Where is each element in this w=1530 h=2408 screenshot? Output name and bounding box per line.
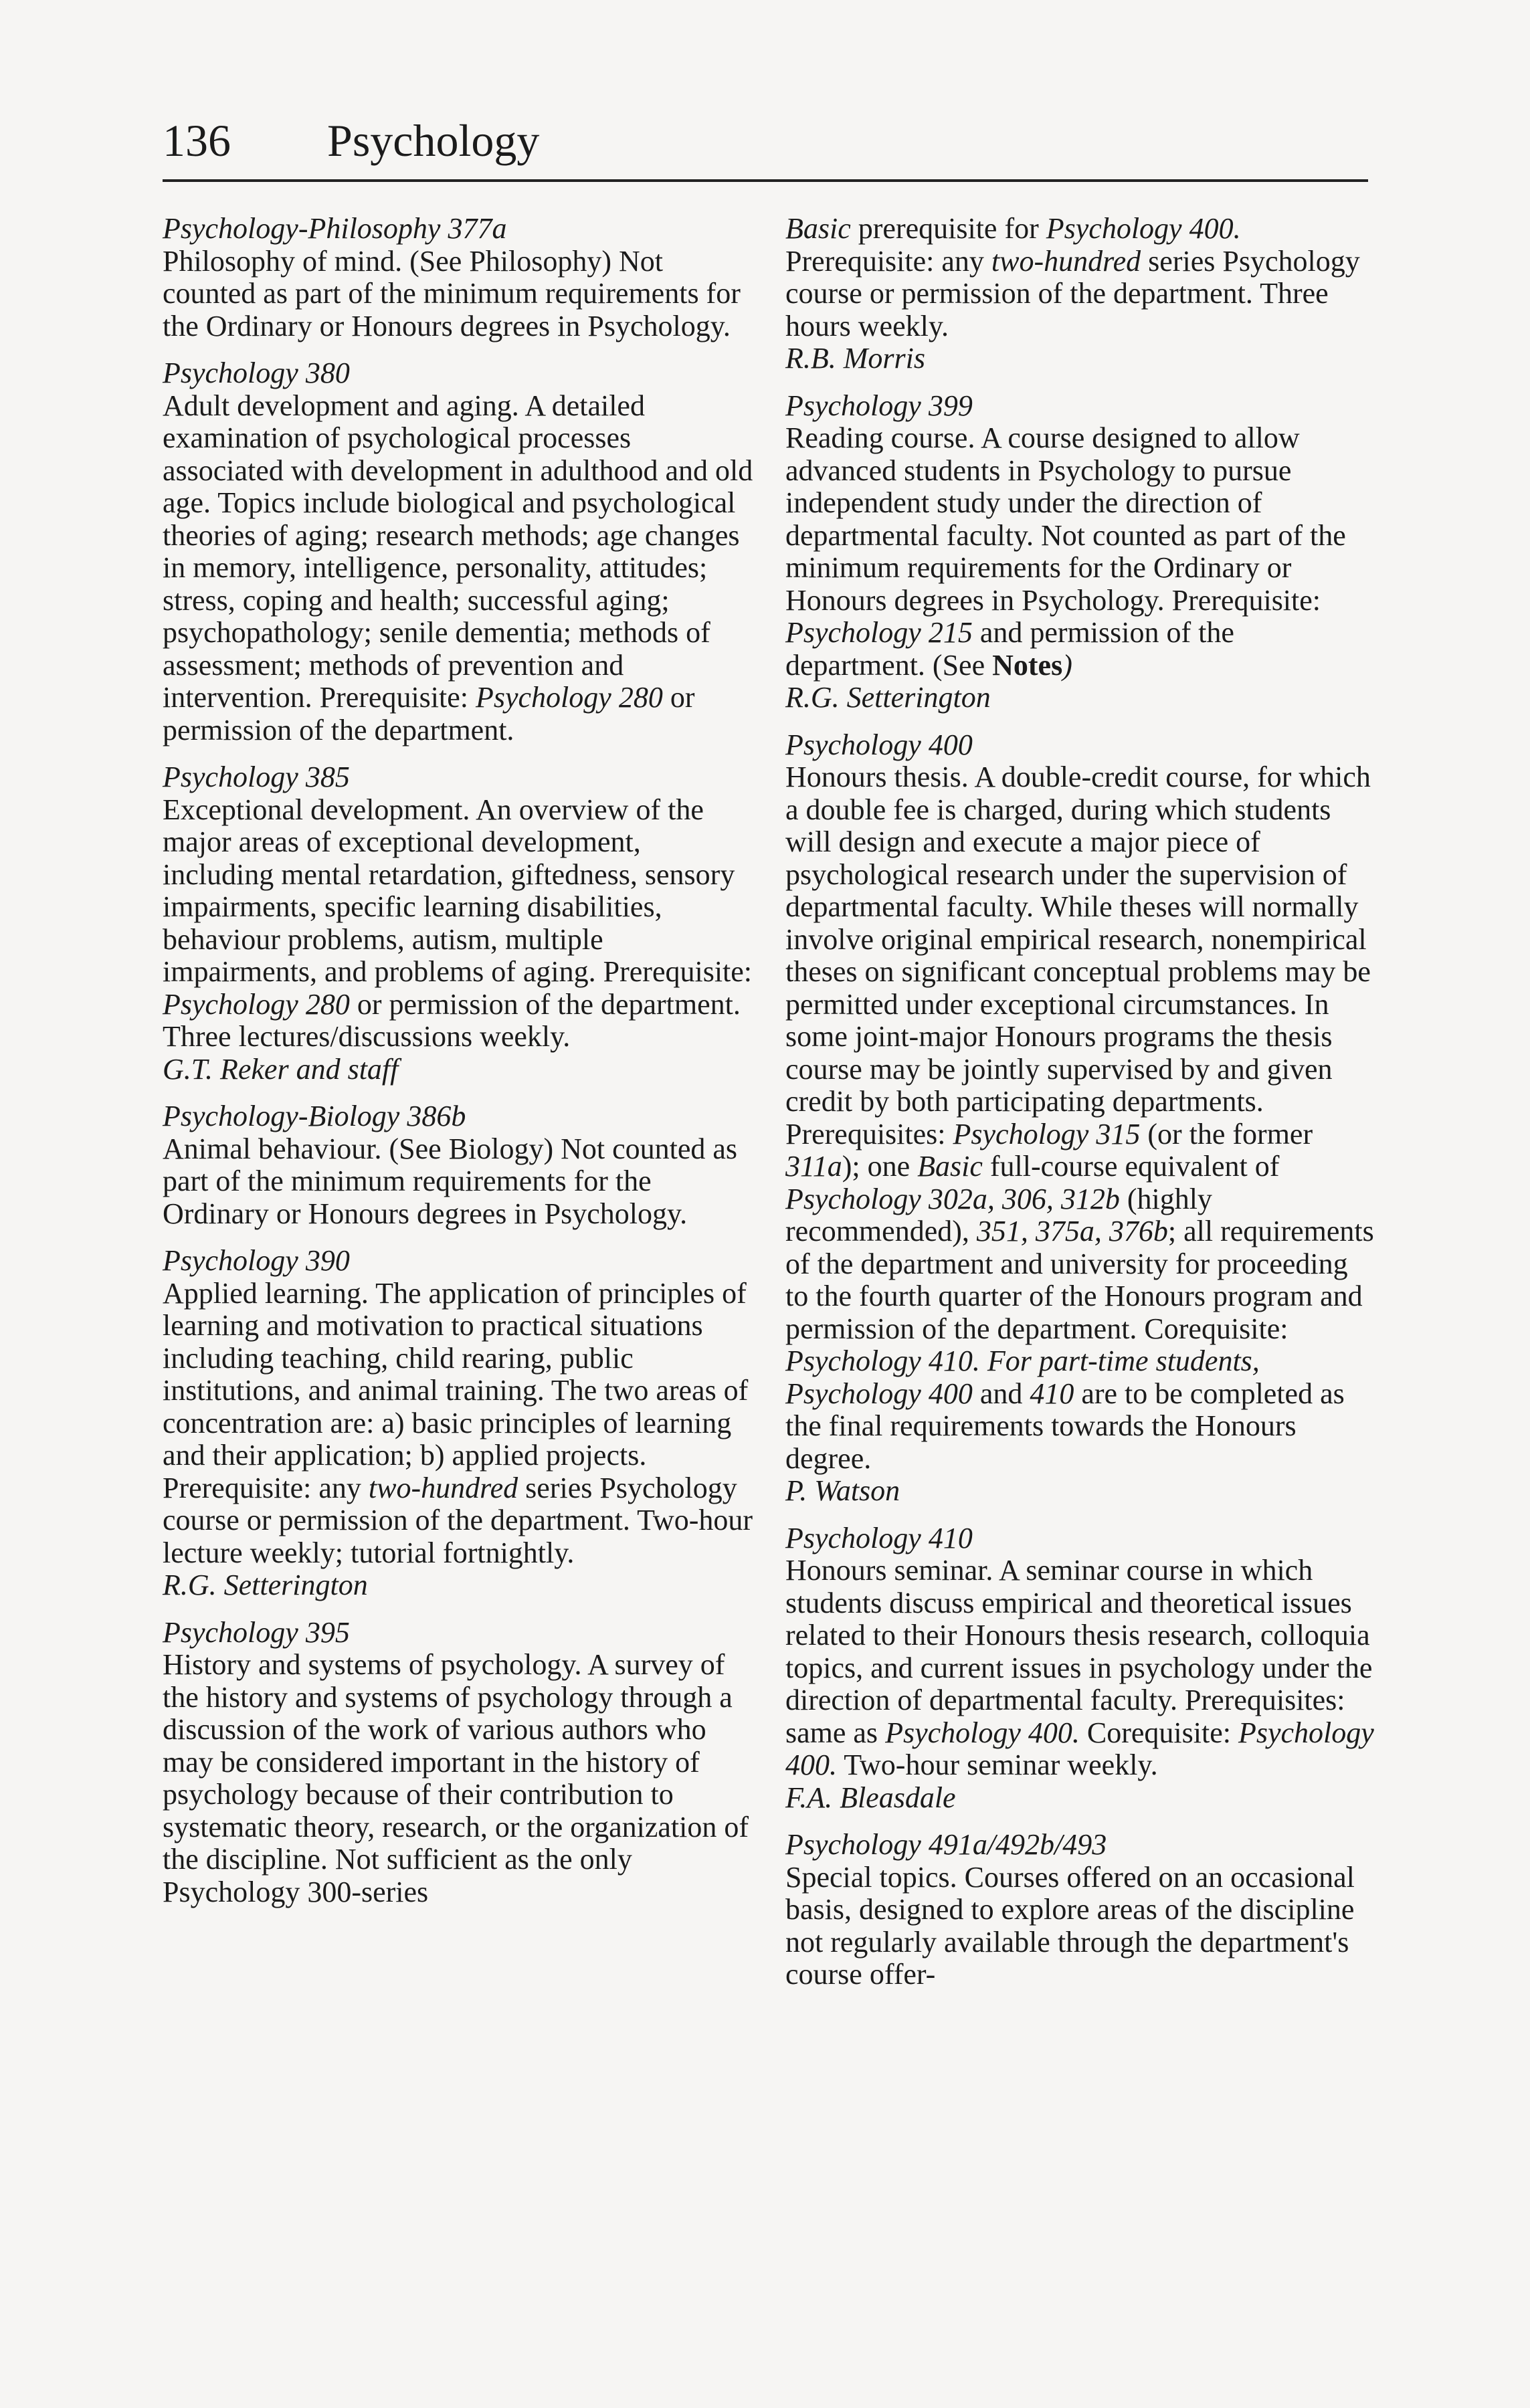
course-title: Psychology 390 [163, 1244, 350, 1277]
course-entry [163, 761, 758, 1086]
course-reference: Psychology 400. [1046, 212, 1241, 245]
course-entry [163, 1100, 758, 1230]
course-description [785, 1554, 1374, 1782]
course-title: Psychology 385 [163, 761, 350, 793]
course-entry-continued [785, 213, 1374, 375]
course-reference: Psychology 280 [163, 987, 350, 1021]
text-run: Corequisite: [1079, 1716, 1238, 1749]
text-run: Two-hour seminar weekly. [837, 1748, 1158, 1781]
text-run: Prerequisite: any [785, 244, 991, 278]
course-description [163, 794, 758, 1054]
course-description [163, 1278, 758, 1570]
course-title: Psychology-Biology 386b [163, 1100, 466, 1132]
text-run: or permission of the department. [163, 681, 695, 746]
text-run: Honours thesis. A double-credit course, for which a double fee is charged, during which students will design and execute a major piece of psychological research under the supervision of departmental faculty. While theses will normally involve original empirical research, nonempirical theses on significant conceptual problems may be permitted under exceptional circumstances. In some joint-major Honours programs the thesis course may be jointly supervised by and given credit by both participating departments. Prerequisites: [785, 761, 1371, 1150]
course-description: History and systems of psychology. A survey of the history and systems of psychology through a discussion of the work of various authors who may be considered important in the history of psychology because of their contribution to systematic theory, research, or the organization of the discipline. Not sufficient as the only Psychology 300-series [163, 1648, 749, 1908]
text-run: ; all requirements of the department and university for proceeding to the fourth quarter of the Honours program and permission of the department. Corequisite: [785, 1215, 1374, 1345]
course-instructor: F.A. Bleasdale [785, 1781, 956, 1814]
course-entry [785, 1829, 1374, 1991]
running-title: Psychology [327, 115, 540, 166]
page-header [163, 114, 1368, 181]
course-instructor: R.B. Morris [785, 342, 925, 375]
text-run: ); one [842, 1150, 918, 1183]
header-rule [163, 179, 1368, 182]
course-title: Psychology 380 [163, 357, 350, 389]
course-reference: 311a [785, 1150, 842, 1183]
text-run: Exceptional development. An overview of the major areas of exceptional development, including mental retardation, giftedness, sensory impairments, specific learning disabilities, behaviour problems, autism, multiple impairments, and problems of aging. Prerequisite: [163, 793, 753, 988]
course-instructor: P. Watson [785, 1474, 900, 1507]
course-instructor: R.G. Setterington [163, 1569, 368, 1601]
text-run: and [972, 1377, 1030, 1410]
text-run: Applied learning. The application of principles of learning and motivation to practical situations including teaching, child rearing, public institutions, and animal training. The two areas of concentration are: a) basic principles of learning and their application; b) applied projects. Prerequisite: any [163, 1276, 749, 1504]
emphasis: Basic [917, 1150, 983, 1183]
text-run: prerequisite for [850, 212, 1046, 245]
right-column [785, 213, 1374, 2006]
course-reference: 351, 375a, 376b [976, 1215, 1168, 1247]
course-reference: Psychology 400. [785, 1716, 1374, 1781]
course-reference: Psychology 280 [476, 681, 663, 714]
course-entry [163, 213, 758, 342]
course-entry [785, 1522, 1374, 1815]
text-run: or permission of the department. Three lectures/discussions weekly. [163, 987, 741, 1053]
text-run: Reading course. A course designed to allow advanced students in Psychology to pursue independent study under the direction of departmental faculty. Not counted as part of the minimum requirements for the Ordinary or Honours degrees in Psychology. Prerequisite: [785, 421, 1346, 617]
text-run: Honours seminar. A seminar course in which students discuss empirical and theoretical issues related to their Honours thesis research, colloquia topics, and current issues in psychology under the direction of departmental faculty. Prerequisites: same as [785, 1554, 1373, 1749]
course-description: Animal behaviour. (See Biology) Not counted as part of the minimum requirements for the Ordinary or Honours degrees in Psychology. [163, 1132, 738, 1230]
course-title: Psychology 400 [785, 728, 973, 761]
course-title: Psychology-Philosophy 377a [163, 212, 507, 245]
text-run: are to be completed as the final requirements towards the Honours degree. [785, 1377, 1345, 1475]
emphasis: two-hundred [991, 244, 1141, 278]
course-description: Philosophy of mind. (See Philosophy) Not counted as part of the minimum requirements for the Ordinary or Honours degrees in Psychology. [163, 244, 741, 342]
course-description [163, 390, 758, 747]
course-reference: Psychology 215 [785, 616, 973, 649]
course-description: Special topics. Courses offered on an occasional basis, designed to explore areas of the discipline not regularly available through the department's course offer- [785, 1860, 1355, 1991]
course-entry [163, 1245, 758, 1602]
text-run: full-course equivalent of [982, 1150, 1280, 1183]
course-instructor: G.T. Reker and staff [163, 1052, 399, 1086]
text-run: (or the former [1140, 1117, 1313, 1150]
course-title: Psychology 395 [163, 1615, 350, 1649]
emphasis: Basic [785, 212, 851, 245]
course-title: Psychology 410 [785, 1521, 973, 1554]
text-run: series Psychology course or permission of the department. Three hours weekly. [785, 244, 1360, 342]
course-instructor: R.G. Setterington [785, 681, 991, 714]
course-reference: Psychology 302a, 306, 312b [785, 1182, 1120, 1215]
course-description [785, 213, 1374, 342]
course-description [785, 422, 1374, 682]
emphasis: two-hundred [368, 1471, 518, 1504]
course-entry [785, 390, 1374, 714]
text-run: Adult development and aging. A detailed examination of psychological processes associated with development in adulthood and old age. Topics include biological and psychological theories of aging; research methods; age changes in memory, intelligence, personality, attitudes; stress, coping and health; successful aging; psychopathology; senile dementia; methods of assessment; methods of prevention and intervention. Prerequisite: [163, 389, 753, 714]
course-title: Psychology 491a/492b/493 [785, 1828, 1107, 1861]
text-run: (highly recommended), [785, 1182, 1212, 1247]
left-column [163, 213, 758, 1923]
course-reference: Psychology 410. For part-time students, Psychology 400 [785, 1344, 1260, 1410]
course-entry [163, 1617, 758, 1909]
page-number: 136 [163, 115, 231, 166]
course-entry [785, 729, 1374, 1508]
text-run: and permission of the department. (See [785, 616, 1234, 682]
course-title: Psychology 399 [785, 389, 973, 422]
course-reference: Psychology 400. [885, 1716, 1080, 1749]
course-description [785, 761, 1374, 1475]
course-entry [163, 357, 758, 746]
text-run: series Psychology course or permission of the department. Two-hour lecture weekly; tutorial fortnightly. [163, 1471, 753, 1569]
text-run: ) [1062, 648, 1072, 682]
notes-reference: Notes [992, 648, 1063, 682]
course-reference: Psychology 315 [953, 1117, 1141, 1150]
course-reference: 410 [1030, 1377, 1074, 1410]
